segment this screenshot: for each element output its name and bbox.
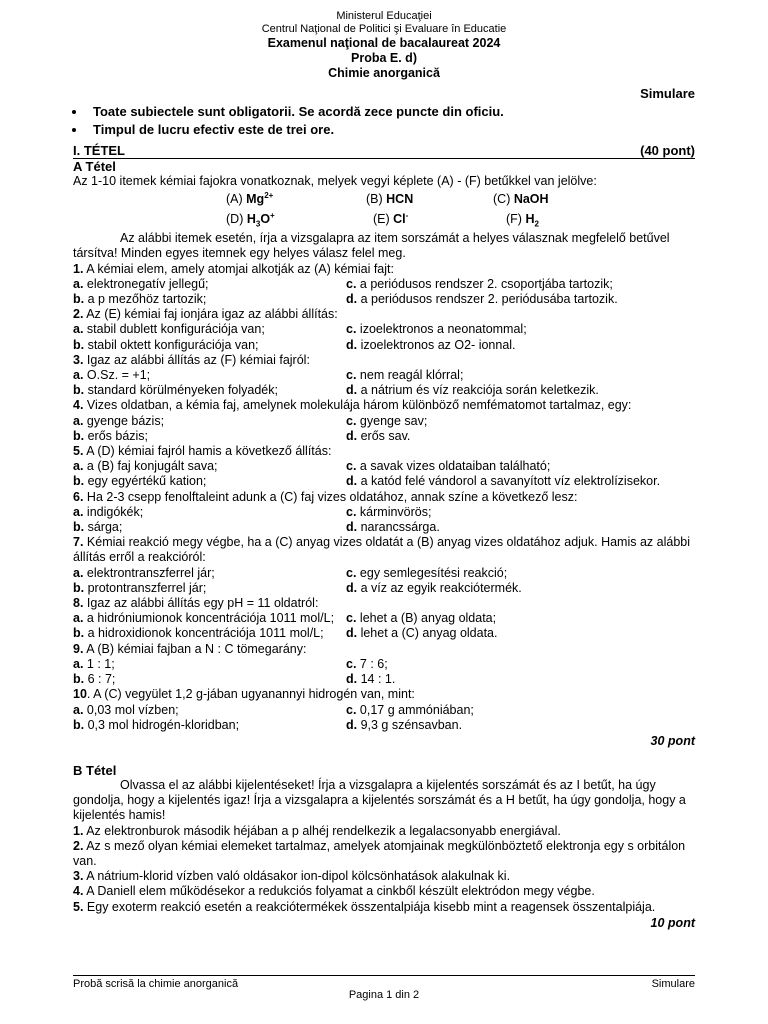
option-c <box>346 566 695 581</box>
option-a <box>73 277 346 292</box>
item-options <box>73 368 695 398</box>
option-text: erős bázis; <box>84 428 149 443</box>
option-b <box>73 383 346 398</box>
formula-a: (A) $Mg^{2+}$ <box>226 191 274 207</box>
option-d <box>346 718 695 733</box>
option-text: a (B) faj konjugált sava; <box>83 459 218 474</box>
option-text: 14 : 1. <box>357 672 396 687</box>
statement <box>73 839 695 869</box>
option-b <box>73 429 346 444</box>
option-a <box>73 322 346 337</box>
option-letter: a. <box>73 656 84 671</box>
item-number: 6. <box>73 489 84 504</box>
option-d <box>346 520 695 535</box>
statement-number: 5. <box>73 899 84 914</box>
option-letter: a. <box>73 413 84 428</box>
option-letter: d. <box>346 337 358 352</box>
option-letter: a. <box>73 368 84 383</box>
option-c <box>346 657 695 672</box>
option-letter: c. <box>346 322 357 337</box>
option-b <box>73 520 346 535</box>
option-text: protontranszferrel jár; <box>84 580 207 595</box>
option-letter: b. <box>73 520 85 535</box>
option-letter: a. <box>73 459 84 474</box>
item-question <box>73 642 695 657</box>
option-letter: c. <box>346 459 357 474</box>
option-text: O.Sz. = +1; <box>83 368 151 383</box>
option-text: egy egyértékű kation; <box>84 474 207 489</box>
simulare-label: Simulare <box>640 86 695 101</box>
option-letter: d. <box>346 626 358 641</box>
item-text: A (B) kémiai fajban a N : C tömegarány: <box>83 641 307 656</box>
option-text: a p mezőhöz tartozik; <box>84 292 207 307</box>
section-title <box>73 143 695 159</box>
formula-d: (D) $H_3O^+$ <box>226 211 275 229</box>
option-letter: c. <box>346 565 357 580</box>
option-letter: b. <box>73 383 85 398</box>
option-c <box>346 368 695 383</box>
statement-text: A nátrium-klorid vízben való oldásakor ion-dipol kölcsönhatások alakulnak ki. <box>83 869 511 884</box>
option-letter: d. <box>346 292 358 307</box>
option-text: a katód felé vándorol a savanyított víz elektrolízisekor. <box>357 474 661 489</box>
option-letter: a. <box>73 611 84 626</box>
item-options <box>73 611 695 641</box>
option-letter: b. <box>73 337 85 352</box>
option-text: lehet a (C) anyag oldata. <box>357 626 498 641</box>
option-letter: d. <box>346 383 358 398</box>
option-text: 0,3 mol hidrogén-kloridban; <box>84 717 240 732</box>
option-a <box>73 611 346 626</box>
option-letter: b. <box>73 626 85 641</box>
option-text: izoelektronos az O2- ionnal. <box>357 337 516 352</box>
option-text: egy semlegesítési reakció; <box>356 565 508 580</box>
option-d <box>346 474 695 489</box>
option-d <box>346 429 695 444</box>
option-a <box>73 703 346 718</box>
option-text: kárminvörös; <box>356 504 432 519</box>
formula-list <box>226 189 695 229</box>
statement <box>73 824 695 839</box>
item-options <box>73 566 695 596</box>
rule-item: • Timpul de lucru efectiv este de trei ore. <box>87 121 695 139</box>
item-question <box>73 687 695 702</box>
option-text: a periódusos rendszer 2. periódusába tartozik. <box>357 292 618 307</box>
item-question <box>73 490 695 505</box>
item-number: 10 <box>73 687 87 702</box>
page-number: Pagina 1 din 2 <box>348 989 420 1001</box>
item-options <box>73 505 695 535</box>
item-options <box>73 657 695 687</box>
item-text: Vizes oldatban, a kémia faj, amelynek molekulája három különböző nemfématomot tartalmaz, egy: <box>83 398 632 413</box>
statement <box>73 869 695 884</box>
option-text: izoelektronos a neonatommal; <box>356 322 527 337</box>
option-text: a periódusos rendszer 2. csoportjába tartozik; <box>356 276 613 291</box>
item-text: A (D) kémiai fajról hamis a következő állítás: <box>83 444 332 459</box>
statement-text: A Daniell elem működésekor a redukciós folyamat a cinkből készült elektródon megy végbe. <box>83 884 595 899</box>
formula-e: (E) Cl- <box>373 211 409 227</box>
rule-item: • Toate subiectele sunt obligatorii. Se acordă zece puncte din oficiu. <box>87 103 695 121</box>
option-letter: c. <box>346 504 357 519</box>
item-number: 3. <box>73 352 84 367</box>
item-text: Az (E) kémiai faj ionjára igaz az alábbi állítás: <box>83 307 338 322</box>
option-letter: c. <box>346 611 357 626</box>
option-a <box>73 657 346 672</box>
option-c <box>346 611 695 626</box>
formula-c: (C) NaOH <box>493 192 549 207</box>
exam-subject: Chimie anorganică <box>328 66 440 80</box>
option-letter: b. <box>73 672 85 687</box>
option-b <box>73 474 346 489</box>
ministry-line: Ministerul Educaţiei <box>336 10 432 22</box>
option-letter: d. <box>346 520 358 535</box>
rules-list <box>73 103 695 139</box>
part-b-points: 10 pont <box>650 915 695 930</box>
option-a <box>73 505 346 520</box>
option-a <box>73 414 346 429</box>
option-text: narancssárga. <box>357 520 440 535</box>
option-b <box>73 718 346 733</box>
exam-title: Examenul naţional de bacalaureat 2024 <box>267 36 501 50</box>
footer-left: Probă scrisă la chimie anorganică <box>73 978 239 990</box>
option-text: standard körülményeken folyadék; <box>84 383 278 398</box>
option-text: stabil dublett konfigurációja van; <box>83 322 265 337</box>
option-d <box>346 383 695 398</box>
option-letter: c. <box>346 413 357 428</box>
item-number: 9. <box>73 641 84 656</box>
item-number: 8. <box>73 596 84 611</box>
option-d <box>346 626 695 641</box>
option-text: 1 : 1; <box>83 656 115 671</box>
option-letter: d. <box>346 717 358 732</box>
footer-right: Simulare <box>651 978 695 990</box>
item-text: Ha 2-3 csepp fenolftaleint adunk a (C) faj vizes oldatához, annak színe a következő lesz: <box>83 489 578 504</box>
option-text: elektronegatív jellegű; <box>83 276 209 291</box>
item-options <box>73 322 695 352</box>
option-letter: b. <box>73 292 85 307</box>
item-question <box>73 398 695 413</box>
option-letter: b. <box>73 717 85 732</box>
statement <box>73 884 695 899</box>
option-text: gyenge sav; <box>356 413 428 428</box>
item-options <box>73 277 695 307</box>
option-b <box>73 672 346 687</box>
option-text: 7 : 6; <box>356 656 388 671</box>
option-letter: a. <box>73 702 84 717</box>
option-c <box>346 703 695 718</box>
formula-f: (F) $H_2$ <box>506 212 539 229</box>
option-letter: d. <box>346 474 358 489</box>
option-text: a hidróniumionok koncentrációja 1011 mol/L; <box>83 611 335 626</box>
option-a <box>73 368 346 383</box>
option-d <box>346 338 695 353</box>
statement-text: Az elektronburok második héjában a p alhéj rendelkezik a legalacsonyabb energiával. <box>83 823 561 838</box>
item-text: Kémiai reakció megy végbe, ha a (C) anyag vizes oldatát a (B) anyag vizes oldatához adjuk. Hamis az alábbi állítás erről a reakcióról: <box>73 535 690 565</box>
option-b <box>73 581 346 596</box>
part-a-intro: Az 1-10 itemek kémiai fajokra vonatkoznak, melyek vegyi képlete (A) - (F) betűkkel van jelölve: <box>73 174 597 188</box>
statement-text: Az s mező olyan kémiai elemeket tartalmaz, amelyek atomjainak megkülönböztető elektronja egy s orbitálon van. <box>73 838 686 868</box>
item-text: . A (C) vegyület 1,2 g-jában ugyanannyi hidrogén van, mint: <box>86 687 415 702</box>
option-text: erős sav. <box>357 428 411 443</box>
option-text: nem reagál klórral; <box>356 368 464 383</box>
item-number: 7. <box>73 535 84 550</box>
statement-text: Egy exoterm reakció esetén a reakciótermékek összentalpiája kisebb mint a reagensek összentalpiája. <box>83 899 656 914</box>
item-number: 5. <box>73 444 84 459</box>
option-letter: b. <box>73 428 85 443</box>
option-letter: c. <box>346 656 357 671</box>
option-text: stabil oktett konfigurációja van; <box>84 337 259 352</box>
option-text: indigókék; <box>83 504 144 519</box>
option-text: a nátrium és víz reakciója során keletkezik. <box>357 383 599 398</box>
option-letter: b. <box>73 474 85 489</box>
part-a-title: A Tétel <box>73 159 116 174</box>
option-a <box>73 566 346 581</box>
item-question <box>73 535 695 565</box>
option-letter: d. <box>346 672 358 687</box>
item-question <box>73 307 695 322</box>
item-text: Igaz az alábbi állítás az (F) kémiai fajról: <box>83 352 310 367</box>
option-d <box>346 292 695 307</box>
item-question <box>73 353 695 368</box>
option-text: sárga; <box>84 520 123 535</box>
option-letter: b. <box>73 580 85 595</box>
option-c <box>346 277 695 292</box>
item-number: 2. <box>73 307 84 322</box>
option-text: lehet a (B) anyag oldata; <box>356 611 497 626</box>
part-a-instruction: Az alábbi itemek esetén, írja a vizsgalapra az item sorszámát a helyes válasznak megfelelő betűvel társítva! Minden egyes itemnek egy helyes válasz felel meg. <box>73 231 670 261</box>
item-text: A kémiai elem, amely atomjai alkotják az (A) kémiai fajt: <box>83 261 394 276</box>
item-text: Igaz az alábbi állítás egy pH = 11 oldatról: <box>83 596 319 611</box>
option-c <box>346 414 695 429</box>
section-points: (40 pont) <box>640 143 695 158</box>
option-a <box>73 459 346 474</box>
item-options <box>73 459 695 489</box>
item-options <box>73 414 695 444</box>
section-name: I. TÉTEL <box>73 143 125 158</box>
option-c <box>346 505 695 520</box>
center-line: Centrul Naţional de Politici şi Evaluare în Educatie <box>261 23 507 35</box>
option-d <box>346 672 695 687</box>
item-options <box>73 703 695 733</box>
statement-number: 3. <box>73 869 84 884</box>
part-a-points: 30 pont <box>650 733 695 748</box>
option-d <box>346 581 695 596</box>
option-letter: a. <box>73 276 84 291</box>
option-text: 0,17 g ammóniában; <box>356 702 474 717</box>
statement-number: 1. <box>73 823 84 838</box>
option-c <box>346 322 695 337</box>
item-number: 1. <box>73 261 84 276</box>
option-letter: a. <box>73 565 84 580</box>
item-question <box>73 262 695 277</box>
option-letter: c. <box>346 702 357 717</box>
item-question <box>73 444 695 459</box>
option-text: a hidroxidionok koncentrációja 1011 mol/L; <box>84 626 324 641</box>
statement-number: 4. <box>73 884 84 899</box>
option-b <box>73 292 346 307</box>
part-b-title: B Tétel <box>73 762 117 778</box>
option-text: a víz az egyik reakciótermék. <box>357 580 522 595</box>
item-list <box>73 262 695 733</box>
part-b-instruction: Olvassa el az alábbi kijelentéseket! Írja a vizsgalapra a kijelentés sorszámát és az I betűt, ha úgy gondolja, hogy a kijelentés igaz! Írja a vizsgalapra a kijelentés sorszámát és a H betűt, ha úgy gondolja, hogy a kijelentés hamis! <box>73 777 686 823</box>
item-number: 4. <box>73 398 84 413</box>
item-question <box>73 596 695 611</box>
option-text: 9,3 g szénsavban. <box>357 717 463 732</box>
option-text: 0,03 mol vízben; <box>83 702 179 717</box>
option-letter: a. <box>73 504 84 519</box>
option-text: elektrontranszferrel jár; <box>83 565 215 580</box>
exam-proba: Proba E. d) <box>351 51 417 65</box>
footer <box>73 975 695 990</box>
exam-page <box>73 10 695 931</box>
option-letter: c. <box>346 368 357 383</box>
option-text: a savak vizes oldataiban található; <box>356 459 551 474</box>
option-text: 6 : 7; <box>84 672 116 687</box>
option-letter: d. <box>346 580 358 595</box>
option-letter: d. <box>346 428 358 443</box>
option-b <box>73 338 346 353</box>
option-text: gyenge bázis; <box>83 413 165 428</box>
option-c <box>346 459 695 474</box>
option-letter: c. <box>346 276 357 291</box>
statement-number: 2. <box>73 838 84 853</box>
statement-list <box>73 824 695 915</box>
statement <box>73 900 695 915</box>
option-letter: a. <box>73 322 84 337</box>
formula-b: (B) HCN <box>366 192 414 207</box>
option-b <box>73 626 346 641</box>
